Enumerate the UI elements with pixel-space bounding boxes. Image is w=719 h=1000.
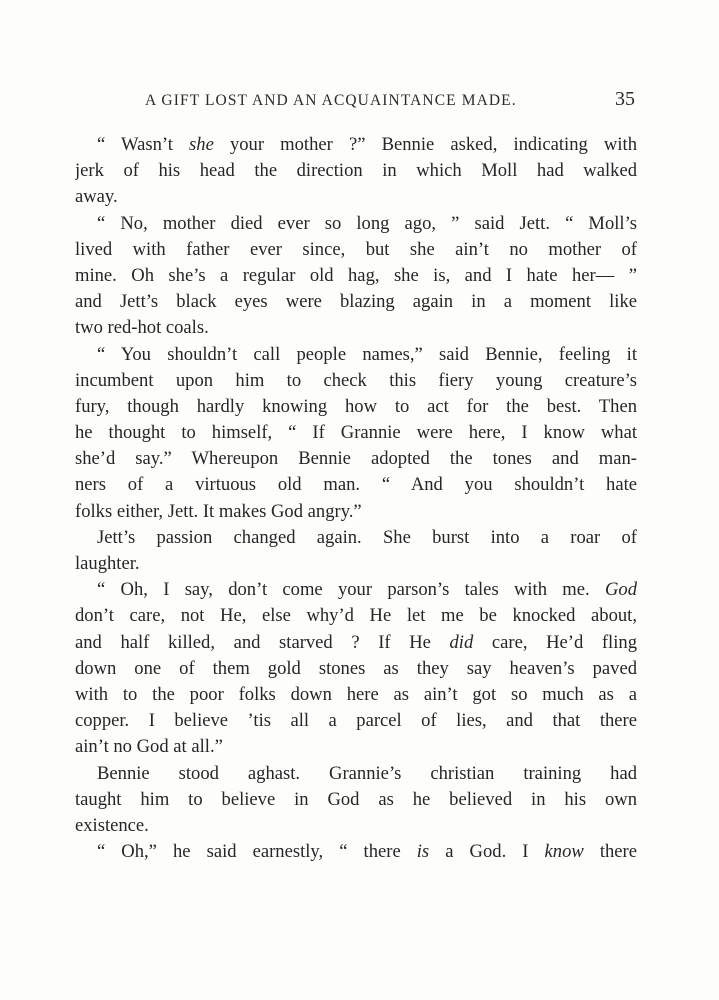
text-line [75,211,637,237]
text-line [75,472,637,498]
text-segment: away. [75,186,118,208]
text-segment: copper. I believe ’tis all a parcel of lies, and that there [75,710,637,732]
text-line [75,551,637,577]
text-line [75,237,637,263]
text-segment: “ Oh, I say, don’t come your parson’s tales with me. [97,579,605,601]
text-segment: Bennie stood aghast. Grannie’s christian training had [97,762,637,784]
text-line [75,158,637,184]
text-segment: folks either, Jett. It makes God angry.” [75,500,362,522]
text-line [75,289,637,315]
text-line [75,603,637,629]
text-line [75,184,637,210]
text-segment: “ Oh,” he said earnestly, “ there [97,841,417,863]
text-line [75,734,637,760]
text-segment: taught him to believe in God as he believed in his own [75,788,637,810]
text-segment: care, He’d fling [473,631,637,653]
text-segment: mine. Oh she’s a regular old hag, she is, and I hate her— ” [75,264,637,286]
text-segment: two red-hot coals. [75,317,209,339]
text-segment: Jett’s passion changed again. She burst into a roar of [97,526,637,548]
text-segment: and Jett’s black eyes were blazing again in a moment like [75,291,637,313]
page-header [95,88,635,118]
text-segment: with to the poor folks down here as ain’t got so much as a [75,683,637,705]
text-line [75,368,637,394]
italic-text: is [416,841,430,863]
text-line [75,525,637,551]
text-segment: down one of them gold stones as they say heaven’s paved [75,657,637,679]
text-line [75,394,637,420]
text-segment: “ You shouldn’t call people names,” said Bennie, feeling it [97,343,637,365]
text-segment: incumbent upon him to check this fiery young creature’s [75,369,637,391]
text-line [75,630,637,656]
text-line [75,315,637,341]
text-segment: don’t care, not He, else why’d He let me be knocked about, [75,605,637,627]
text-line [75,263,637,289]
italic-text: did [449,631,474,653]
italic-text: God [604,579,637,601]
text-segment: she’d say.” Whereupon Bennie adopted the tones and man- [75,448,637,470]
text-segment: your mother ?” Bennie asked, indicating with [213,134,637,155]
text-line [75,499,637,525]
text-line [75,682,637,708]
text-segment: there [583,841,637,863]
text-segment: he thought to himself, “ If Grannie were here, I know what [75,422,637,444]
running-head: A GIFT LOST AND AN ACQUAINTANCE MADE. [145,92,517,109]
italic-text: she [189,134,214,155]
text-line [75,577,637,603]
text-segment: existence. [75,814,149,836]
text-segment: jerk of his head the direction in which Moll had walked [75,160,637,182]
text-segment: ners of a virtuous old man. “ And you shouldn’t hate [75,474,637,496]
text-line [75,132,637,158]
text-line [75,813,637,839]
text-segment: and half killed, and starved ? If He [75,631,450,653]
text-line [75,787,637,813]
italic-text: know [544,841,584,863]
text-segment: a God. I [429,841,545,863]
text-segment: “ No, mother died ever so long ago, ” said Jett. “ Moll’s [97,212,637,234]
text-line [75,761,637,787]
body-text [75,132,637,865]
text-segment: fury, though hardly knowing how to act for the best. Then [75,395,637,417]
text-line [75,656,637,682]
text-line [75,839,637,865]
text-segment: laughter. [75,553,140,574]
text-segment: ain’t no God at all.” [75,736,223,758]
text-line [75,708,637,734]
text-line [75,446,637,472]
text-segment: lived with father ever since, but she ain’t no mother of [75,238,637,260]
text-segment: “ Wasn’t [97,134,190,155]
text-line [75,420,637,446]
text-line [75,342,637,368]
page-number: 35 [615,88,635,110]
